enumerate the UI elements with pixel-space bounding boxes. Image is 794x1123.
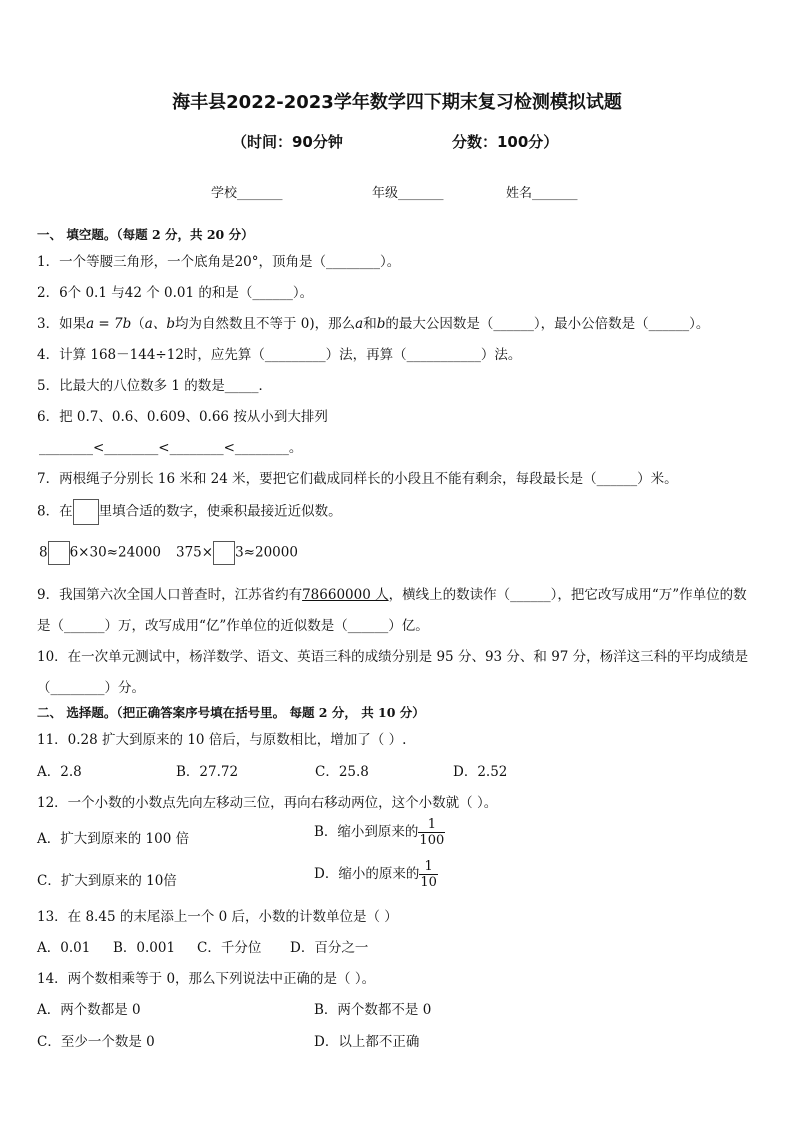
question-7: 7．两根绳子分别长 16 米和 24 米，要把它们截成同样长的小段且不能有剩余，每段最长是（______）米。 [37,471,678,487]
expr1-prefix: 8 [39,544,48,561]
school-field: 学校_______ [211,186,283,201]
fraction-numerator: 1 [418,817,445,833]
q12-option-c[interactable]: C．扩大到原来的 10倍 [37,873,177,889]
q11-option-c[interactable]: C．25.8 [315,764,369,780]
question-8-expr-2 [176,541,298,565]
expr2-suffix: 3≈20000 [235,544,298,561]
q9-text-a: 9．我国第六次全国人口普查时，江苏省约有 [37,587,303,603]
expr2-answer-box[interactable] [213,541,235,565]
question-1: 1．一个等腰三角形，一个底角是20°，顶角是（________）。 [37,254,401,270]
q13-option-d[interactable]: D．百分之一 [290,940,369,956]
q3-var-b: b [376,316,386,332]
question-10-line-1: 10．在一次单元测试中，杨洋数学、语文、英语三科的成绩分别是 95 分、93 分、和 97 分，杨洋这三科的平均成绩是 [37,649,749,665]
q3-var-a: a [355,316,364,332]
grade-field: 年级_______ [372,186,444,201]
q14-option-b[interactable]: B．两个数都不是 0 [314,1002,432,1018]
expr1-answer-box[interactable] [48,541,70,565]
question-6: 6．把 0.7、0.6、0.609、0.66 按从小到大排列 [37,409,328,425]
q13-option-b[interactable]: B．0.001 [113,940,176,956]
q8-text-b: 里填合适的数字，使乘积最接近近似数。 [98,503,342,520]
section1-heading: 一、 填空题。（每题 2 分，共 20 分） [37,227,254,242]
q12-option-d[interactable] [314,859,438,890]
question-8 [37,499,342,525]
question-14: 14．两个数相乘等于 0，那么下列说法中正确的是（ ）。 [37,971,376,987]
q12-b-label: B．缩小到原来的 [314,824,419,840]
q11-option-a[interactable]: A．2.8 [37,764,82,780]
expr1-suffix: 6×30≈24000 [69,544,161,561]
question-9-line-1 [37,583,747,603]
q3-equation: a = 7b [86,316,132,332]
q14-option-a[interactable]: A．两个数都是 0 [37,1002,141,1018]
answer-box[interactable] [73,499,99,525]
q14-option-c[interactable]: C．至少一个数是 0 [37,1034,155,1050]
q14-option-d[interactable]: D．以上都不正确 [314,1034,420,1050]
q8-text-a: 8．在 [37,503,73,520]
q3-vars: a、b [144,316,175,332]
q3-text-d: 和 [363,316,377,332]
q3-text-a: 3．如果 [37,316,87,332]
exam-score: 分数：100分） [452,133,559,151]
q13-option-a[interactable]: A．0.01 [37,940,91,956]
q12-option-a[interactable]: A．扩大到原来的 100 倍 [37,831,190,847]
q12-option-b[interactable] [314,817,445,848]
q9-text-b: ，横线上的数读作（______），把它改写成用“万”作单位的数 [388,587,747,603]
question-6-blanks: ________<________<________<________。 [39,440,303,456]
q3-text-c: 均为自然数且不等于 0)，那么 [174,316,356,332]
question-2: 2．6个 0.1 与42 个 0.01 的和是（______）。 [37,285,314,301]
question-8-expr-1 [39,541,161,565]
fraction-numerator: 1 [419,859,438,875]
q11-option-b[interactable]: B．27.72 [176,764,239,780]
q3-text-e: 的最大公因数是（______），最小公倍数是（______）。 [385,316,710,332]
exam-time: （时间：90分钟 [232,133,343,151]
q3-text-b: （ [131,316,145,332]
q13-option-c[interactable]: C．千分位 [197,940,262,956]
question-11: 11．0.28 扩大到原来的 10 倍后，与原数相比，增加了（ ）. [37,732,407,748]
fraction-one-hundredth [418,817,445,848]
fraction-one-tenth [419,859,438,890]
exam-title: 海丰县2022-2023学年数学四下期末复习检测模拟试题 [172,92,622,113]
fraction-denominator: 100 [419,833,445,848]
q9-underlined-number: 78660000 人 [302,587,389,603]
question-9-line-2: 是（______）万，改写成用“亿”作单位的近似数是（______）亿。 [37,618,429,634]
q11-option-d[interactable]: D．2.52 [453,764,508,780]
question-13: 13．在 8.45 的末尾添上一个 0 后，小数的计数单位是（ ） [37,909,398,925]
question-12: 12．一个小数的小数点先向左移动三位，再向右移动两位，这个小数就（ ）。 [37,795,498,811]
question-3 [37,312,709,332]
name-field: 姓名_______ [506,186,578,201]
question-10-line-2: （________）分。 [37,680,145,696]
fraction-denominator: 10 [420,875,437,890]
question-5: 5．比最大的八位数多 1 的数是_____． [37,378,273,394]
expr2-prefix: 375× [176,544,214,561]
section2-heading: 二、 选择题。（把正确答案序号填在括号里。 每题 2 分， 共 10 分） [37,705,425,720]
question-4: 4．计算 168－144÷12时，应先算（_________）法，再算（___________）法。 [37,347,522,363]
q12-d-label: D．缩小的原来的 [314,866,420,882]
